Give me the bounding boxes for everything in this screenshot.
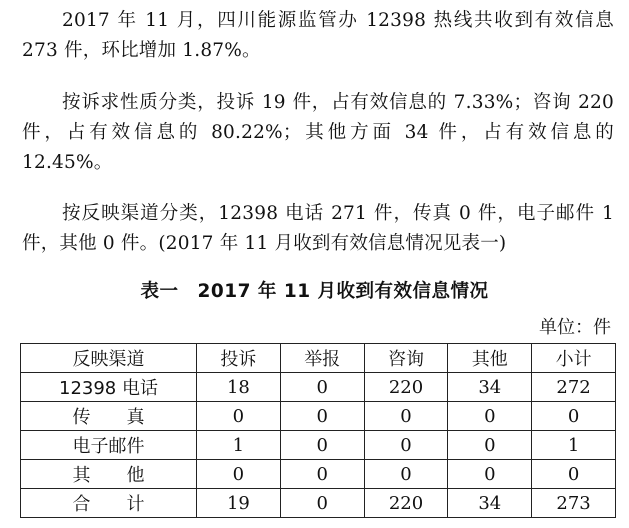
table-cell: 0: [532, 460, 616, 489]
table-cell: 0: [448, 402, 532, 431]
table-cell: 0: [280, 402, 364, 431]
table-cell: 0: [448, 431, 532, 460]
info-statistics-table: [20, 343, 616, 518]
table-cell: 34: [448, 373, 532, 402]
table-cell: 0: [364, 431, 448, 460]
row-label: 12398 电话: [21, 373, 197, 402]
header-subtotal: 小计: [532, 344, 616, 373]
row-label: 电子邮件: [21, 431, 197, 460]
table-cell: 1: [532, 431, 616, 460]
row-label: 合 计: [21, 489, 197, 518]
table-cell: 273: [532, 489, 616, 518]
header-other: 其他: [448, 344, 532, 373]
table-cell: 0: [197, 402, 281, 431]
table-cell: 220: [364, 373, 448, 402]
table-row: [21, 460, 616, 489]
table-header-row: [21, 344, 616, 373]
table-title: 表一 2017 年 11 月收到有效信息情况: [140, 281, 489, 302]
table-cell: 0: [280, 460, 364, 489]
table-row: [21, 373, 616, 402]
table-cell: 18: [197, 373, 281, 402]
table-cell: 19: [197, 489, 281, 518]
table-row: [21, 431, 616, 460]
paragraph-summary: 2017 年 11 月，四川能源监管办 12398 热线共收到有效信息 273 件，环比增加 1.87%。: [22, 10, 614, 61]
table-cell: 0: [448, 460, 532, 489]
table-cell: 272: [532, 373, 616, 402]
table-row: [21, 402, 616, 431]
table-cell: 0: [364, 460, 448, 489]
paragraph-by-channel: 按反映渠道分类，12398 电话 271 件，传真 0 件，电子邮件 1 件，其他 0 件。(2017 年 11 月收到有效信息情况见表一): [22, 203, 614, 254]
table-cell: 0: [280, 373, 364, 402]
table-cell: 220: [364, 489, 448, 518]
table-cell: 0: [197, 460, 281, 489]
table-cell: 0: [280, 489, 364, 518]
header-report: 举报: [280, 344, 364, 373]
table-unit-label: 单位：件: [539, 317, 611, 338]
table-total-row: [21, 489, 616, 518]
paragraph-by-nature: 按诉求性质分类，投诉 19 件，占有效信息的 7.33%；咨询 220 件，占有效信息的 80.22%；其他方面 34 件，占有效信息的 12.45%。: [22, 92, 614, 173]
header-complaint: 投诉: [197, 344, 281, 373]
table-cell: 0: [532, 402, 616, 431]
table-cell: 1: [197, 431, 281, 460]
table-cell: 34: [448, 489, 532, 518]
row-label: 其 他: [21, 460, 197, 489]
header-consult: 咨询: [364, 344, 448, 373]
row-label: 传 真: [21, 402, 197, 431]
table-cell: 0: [280, 431, 364, 460]
header-channel: 反映渠道: [21, 344, 197, 373]
table-cell: 0: [364, 402, 448, 431]
